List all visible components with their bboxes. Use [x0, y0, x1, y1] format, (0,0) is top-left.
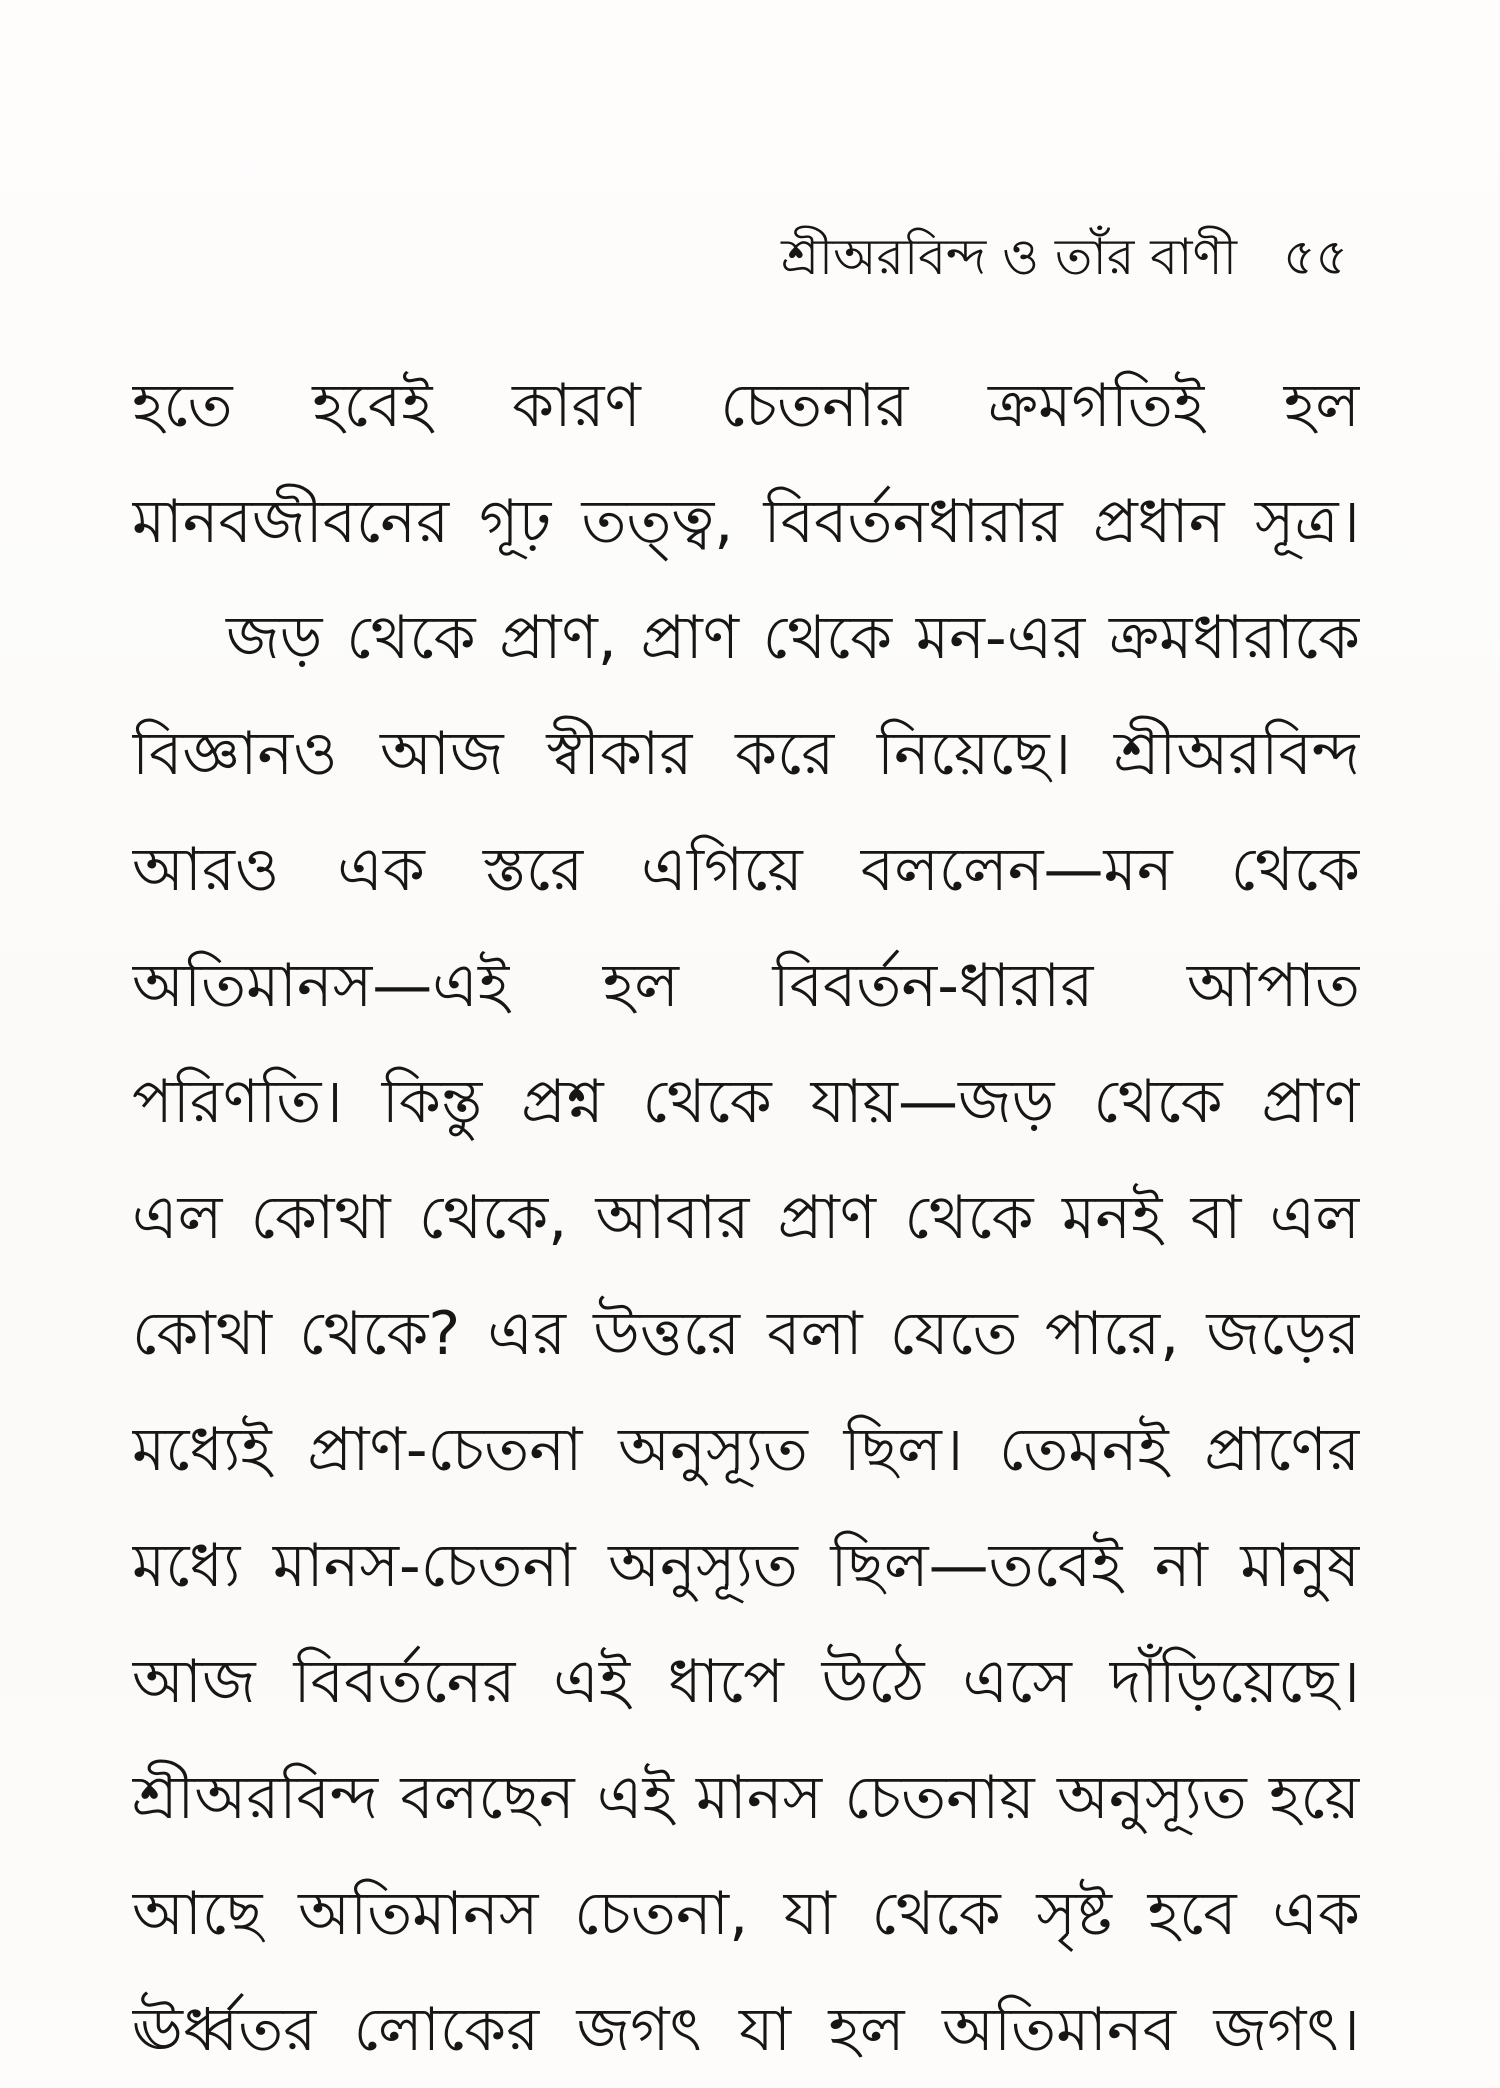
text-line: কোথা থেকে? এর উত্তরে বলা যেতে পারে, জড়ের — [132, 1299, 1360, 1369]
running-title: শ্রীঅরবিন্দ ও তাঁর বাণী — [781, 228, 1238, 286]
running-head — [781, 222, 1348, 292]
text-line: এল কোথা থেকে, আবার প্রাণ থেকে মনই বা এল — [132, 1183, 1360, 1253]
body-text — [132, 348, 1360, 2088]
text-line: বিজ্ঞানও আজ স্বীকার করে নিয়েছে। শ্রীঅরবিন্দ — [132, 719, 1360, 789]
text-line: আরও এক স্তরে এগিয়ে বললেন—মন থেকে — [132, 835, 1360, 905]
text-line: মধ্যে মানস-চেতনা অনুস্যূত ছিল—তবেই না মানুষ — [132, 1531, 1360, 1601]
text-line: পরিণতি। কিন্তু প্রশ্ন থেকে যায়—জড় থেকে প্রাণ — [132, 1067, 1360, 1137]
text-line: মানবজীবনের গূঢ় তত্ত্ব, বিবর্তনধারার প্রধান সূত্র। — [132, 487, 1360, 557]
text-line: আজ বিবর্তনের এই ধাপে উঠে এসে দাঁড়িয়েছে। — [132, 1647, 1360, 1717]
page-number: ৫৫ — [1283, 228, 1348, 286]
text-line: অতিমানস—এই হল বিবর্তন-ধারার আপাত — [132, 951, 1360, 1021]
text-line: ঊর্ধ্বতর লোকের জগৎ যা হল অতিমানব জগৎ। — [132, 1995, 1360, 2065]
text-line: মধ্যেই প্রাণ-চেতনা অনুস্যূত ছিল। তেমনই প্রাণের — [132, 1415, 1360, 1485]
text-line: আছে অতিমানস চেতনা, যা থেকে সৃষ্ট হবে এক — [132, 1879, 1360, 1949]
text-line: হতে হবেই কারণ চেতনার ক্রমগতিই হল — [132, 371, 1360, 441]
text-line-paragraph-start: জড় থেকে প্রাণ, প্রাণ থেকে মন-এর ক্রমধারাকে — [226, 603, 1360, 673]
text-line: শ্রীঅরবিন্দ বলছেন এই মানস চেতনায় অনুস্যূত হয়ে — [132, 1763, 1360, 1833]
